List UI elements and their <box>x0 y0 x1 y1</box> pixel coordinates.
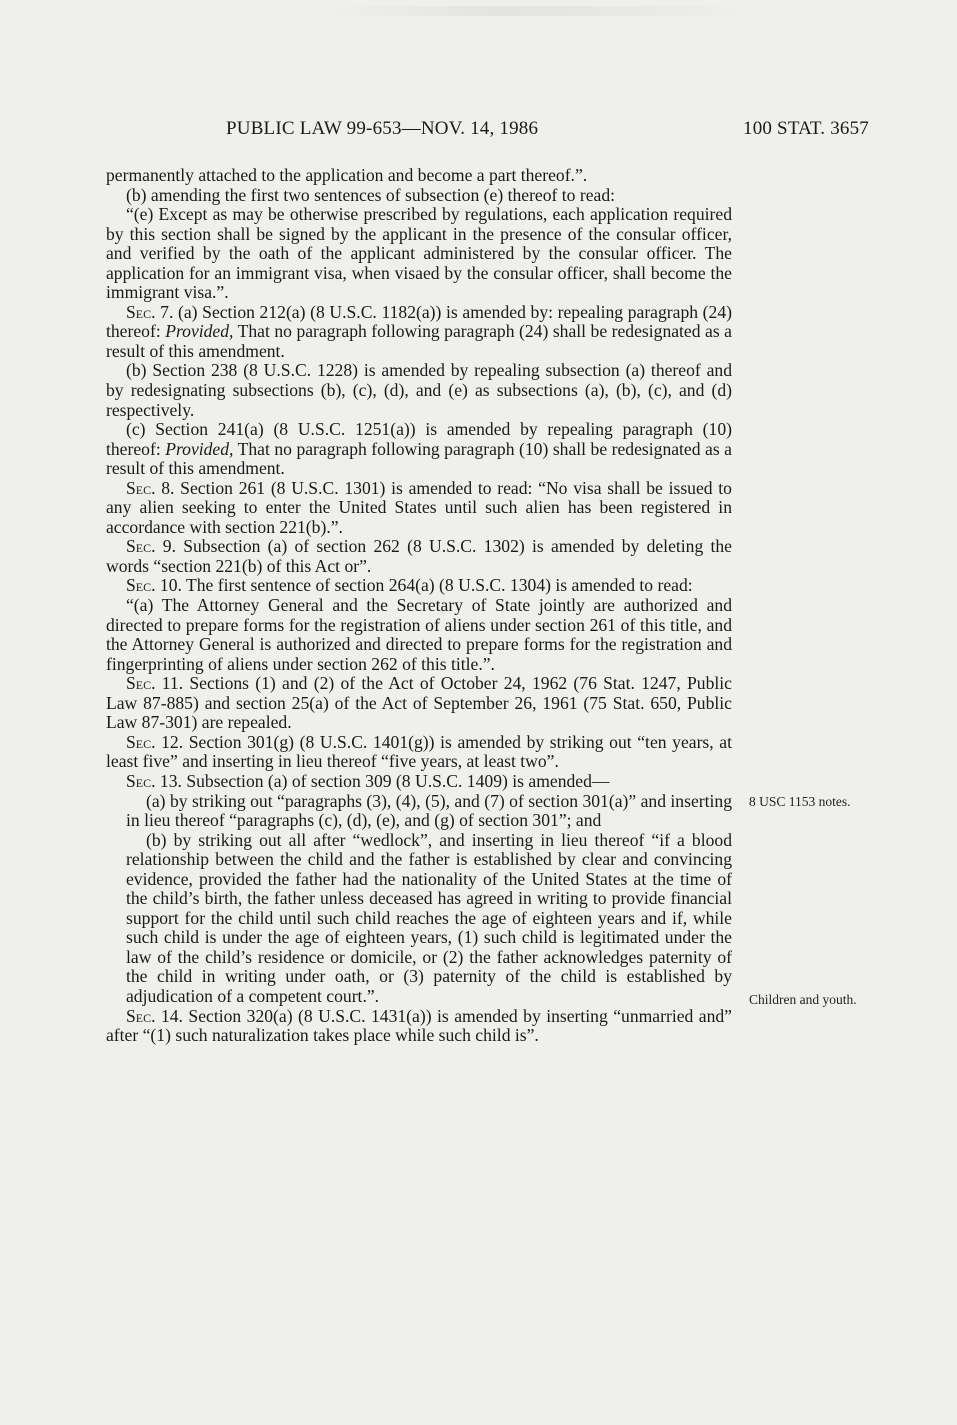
bleed-through-shadow <box>330 6 750 16</box>
paragraph-sec-7c <box>106 420 732 479</box>
provided-italic: Provided, <box>165 321 234 342</box>
paragraph-sec-13b: (b) by striking out all after “wedlock”, and inserting in lieu thereof “if a blood relationship between the child and the father is established by clear and convincing evidence, provided the father had the nationality of the United States at the time of the child’s birth, the father unless deceased has agreed in writing to provide financial support for the child until such child reaches the age of eighteen years and if, while such child is under the age of eighteen years, (1) such child is legitimated under the law of the child’s residence or domicile, or (2) the father acknowledges paternity of the child in writing under oath, or (3) paternity of the child is established by adjudication of a competent court.”. <box>126 829 732 1006</box>
paragraph-sec-7b: (b) Section 238 (8 U.S.C. 1228) is amended by repealing subsection (a) thereof and by redesignating subsections (b), (c), (d), and (e) as subsections (a), (b), (c), and (d) respectively. <box>106 360 732 420</box>
paragraph-sec-12 <box>106 733 732 772</box>
paragraph-quoted-subsection-e: “(e) Except as may be otherwise prescribed by regulations, each application required by this section shall be signed by the applicant in the presence of the consular officer, and verified by the oath of the applicant administered by the consular officer. The application for an immigrant visa, when visaed by the consular officer, shall become the immigrant visa.”. <box>106 204 732 303</box>
paragraph-amendment-b: (b) amending the first two sentences of subsection (e) thereof to read: <box>126 184 616 205</box>
section-text: (a) Section 212(a) (8 U.S.C. 1182(a)) is amended by: repealing paragraph (24) thereof: <box>106 301 732 342</box>
section-text: The first sentence of section 264(a) (8 U.S.C. 1304) is amended to read: <box>181 575 693 596</box>
paragraph-continuation: permanently attached to the application and become a part thereof.”. <box>106 165 588 185</box>
provided-italic: Provided, <box>165 438 234 459</box>
section-text: That no paragraph following paragraph (10) shall be redesignated as a result of this amendment. <box>106 438 732 479</box>
margin-note-children: Children and youth. <box>749 992 857 1007</box>
section-text: (c) Section 241(a) (8 U.S.C. 1251(a)) is amended by repealing paragraph (10) thereof: <box>106 419 732 459</box>
section-text: Subsection (a) of section 262 (8 U.S.C. 1302) is amended by deleting the words “section 221(b) of this Act or”. <box>106 536 732 576</box>
body-text <box>106 166 732 1046</box>
section-label: Sec. 8. <box>126 477 175 498</box>
paragraph-sec-11 <box>106 674 732 733</box>
section-label: Sec. 11. <box>126 673 184 694</box>
header-title: PUBLIC LAW 99-653—NOV. 14, 1986 <box>226 118 539 139</box>
paragraph-sec-13a: (a) by striking out “paragraphs (3), (4), (5), and (7) of section 301(a)” and inserting in lieu thereof “paragraphs (c), (d), (e), and (g) of section 301”; and <box>126 790 732 831</box>
section-text: That no paragraph following paragraph (24) shall be redesignated as a result of this amendment. <box>106 321 732 361</box>
section-label: Sec. 13. <box>126 770 182 791</box>
section-text: Sections (1) and (2) of the Act of October 24, 1962 (76 Stat. 1247, Public Law 87-885) and section 25(a) of the Act of September 26, 1961 (75 Stat. 650, Public Law 87-301) are repealed. <box>106 673 732 733</box>
section-label: Sec. 10. <box>126 575 182 596</box>
section-text: Section 320(a) (8 U.S.C. 1431(a)) is amended by inserting “unmarried and” after “(1) such naturalization takes place while such child is”. <box>106 1005 732 1046</box>
paragraph-sec-9 <box>106 537 732 576</box>
section-label: Sec. 14. <box>126 1005 183 1026</box>
paragraph-sec-10 <box>106 576 732 596</box>
paragraph-sec-14 <box>106 1007 732 1046</box>
section-text: Subsection (a) of section 309 (8 U.S.C. 1409) is amended— <box>181 770 610 791</box>
section-label: Sec. 12. <box>126 731 184 752</box>
paragraph-sec-7a <box>106 303 732 362</box>
paragraph-sec-13 <box>106 772 732 792</box>
margin-note-usc: 8 USC 1153 notes. <box>749 794 851 809</box>
paragraph-quoted-subsection-a: “(a) The Attorney General and the Secretary of State jointly are authorized and directed to prepare forms for the registration of aliens under section 261 of this title, and the Attorney General is authorized and directed to prepare forms for the registration and fingerprinting of aliens under section 262 of this title.”. <box>106 595 732 674</box>
section-label: Sec. 9. <box>126 536 176 557</box>
section-text: Section 261 (8 U.S.C. 1301) is amended to read: “No visa shall be issued to any alien seeking to enter the United States until such alien has been registered in accordance with section 221(b).”. <box>106 477 732 537</box>
section-label: Sec. 7. <box>126 301 174 322</box>
paragraph-sec-8 <box>106 479 732 538</box>
header-statute-page: 100 STAT. 3657 <box>743 118 870 139</box>
section-text: Section 301(g) (8 U.S.C. 1401(g)) is amended by striking out “ten years, at least five” and inserting in lieu thereof “five years, at least two”. <box>106 731 732 772</box>
running-header <box>0 118 957 144</box>
